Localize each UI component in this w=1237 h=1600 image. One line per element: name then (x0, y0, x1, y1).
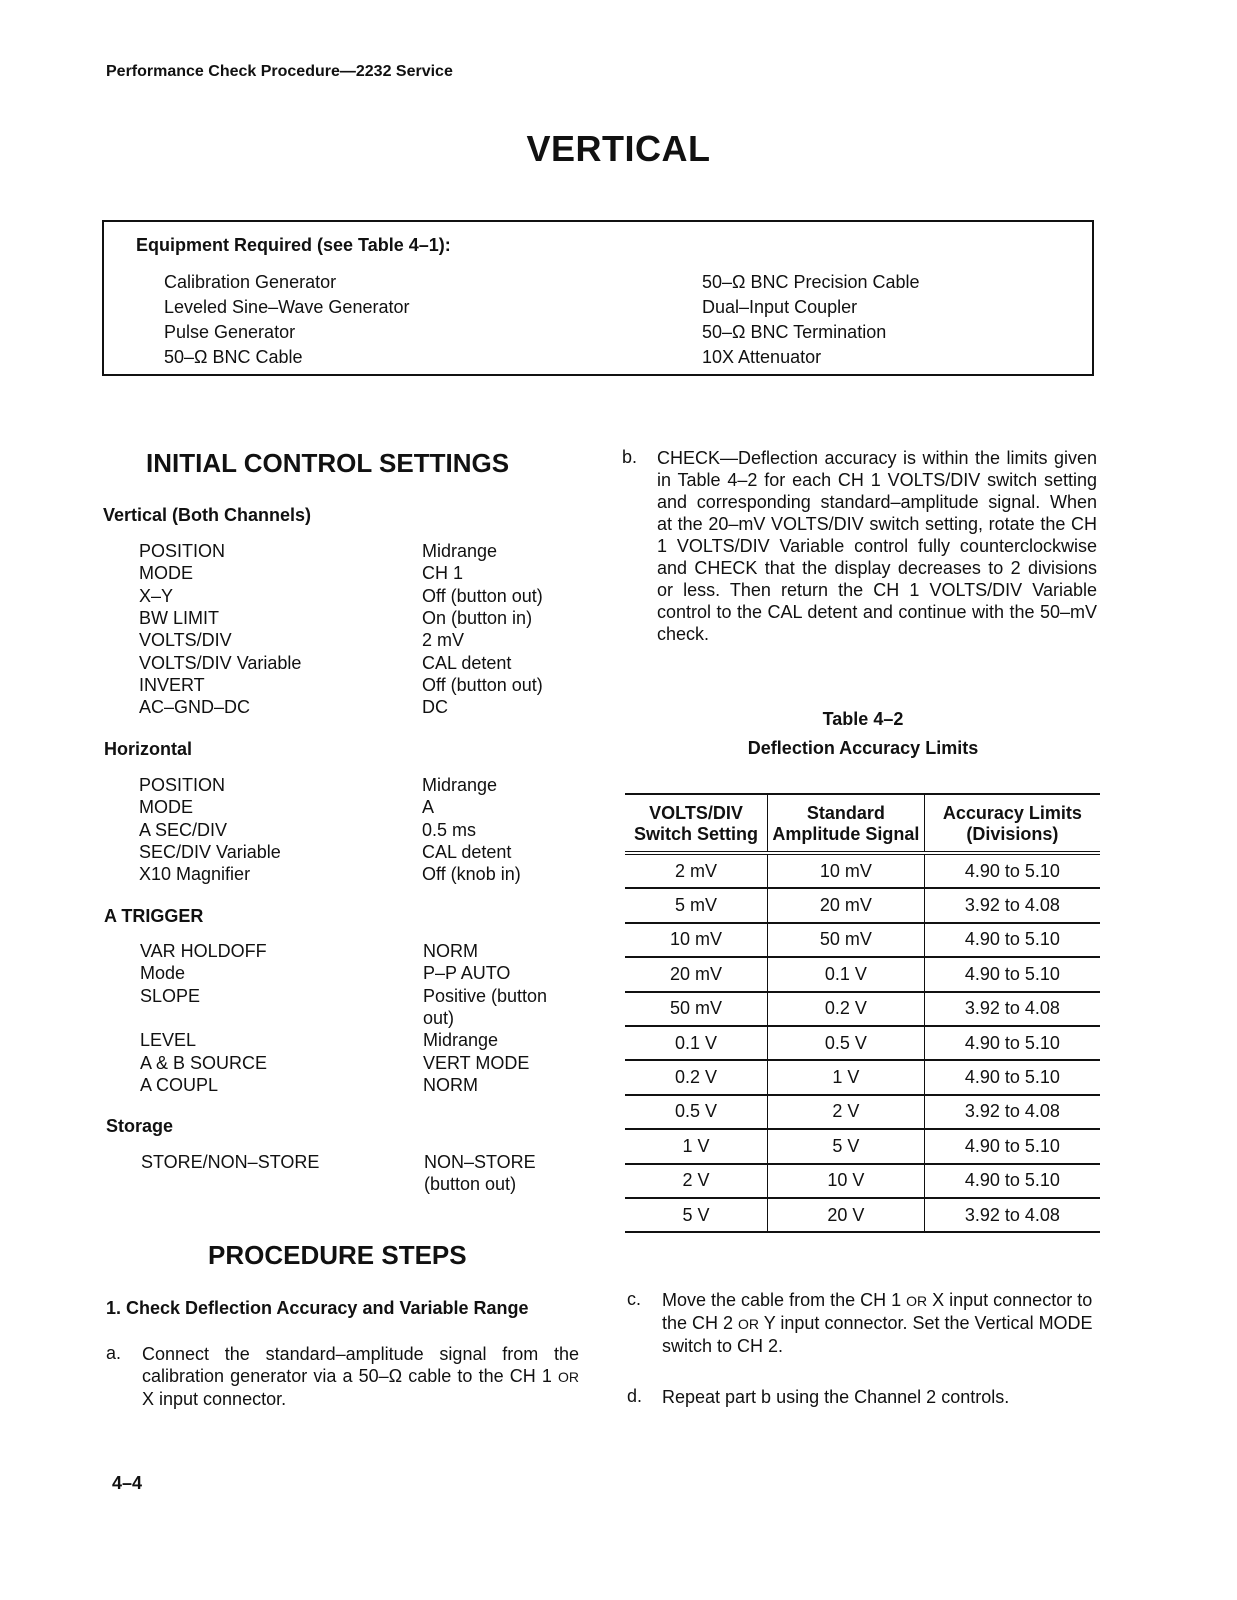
deflection-accuracy-table (625, 793, 1100, 1233)
setting-name: SLOPE (140, 985, 201, 1006)
equipment-item: 10X Attenuator (702, 347, 822, 367)
step-letter: b. (622, 447, 638, 467)
table-cell: 2 V (682, 1170, 710, 1191)
table-cell: 4.90 to 5.10 (924, 853, 1100, 888)
horizontal-settings (139, 774, 589, 889)
table-cell: 0.2 V (674, 1067, 718, 1088)
setting-value: VERT MODE (423, 1052, 530, 1073)
table-cell: 4.90 to 5.10 (924, 923, 1100, 957)
setting-value: Midrange (422, 541, 498, 561)
setting-value: A (422, 797, 435, 818)
text-run: X input connector to the CH 2 (662, 1290, 1093, 1333)
table-cell: 5 mV (674, 895, 717, 916)
setting-value: CH 1 (422, 563, 464, 584)
table-cell: 5 V (768, 1129, 925, 1163)
table-row (625, 1164, 1100, 1198)
initial-settings-title: INITIAL CONTROL SETTINGS (146, 448, 510, 478)
step-b-text: CHECK—Deflection accuracy is within the limits given in Table 4–2 for each CH 1 VOLTS/DIV switch setting and corresponding standard–amplitude signal. When at the 20–mV VOLTS/DIV switch setting, rotate the CH 1 VOLTS/DIV Variable control fully counterclockwise and CHECK that the display decreases to 2 divisions or less. Then return the CH 1 VOLTS/DIV Variable control to the CAL detent and continue with the 50–mV check. (657, 448, 1097, 644)
storage-settings (141, 1151, 591, 1201)
setting-value: Midrange (422, 775, 498, 795)
equipment-list-right (702, 270, 920, 370)
table-cell: 0.5 V (768, 1026, 925, 1060)
setting-name: A COUPL (140, 1074, 219, 1095)
table-cell: 3.92 to 4.08 (924, 1198, 1100, 1232)
setting-value: CAL detent (422, 652, 512, 673)
setting-value: Off (knob in) (422, 864, 521, 885)
or-smallcaps: OR (906, 1293, 928, 1309)
table-row (625, 1095, 1100, 1129)
table-cell: 0.1 V (674, 1032, 718, 1053)
table-cell: 3.92 to 4.08 (924, 1095, 1100, 1129)
setting-name: LEVEL (140, 1030, 197, 1051)
setting-name: POSITION (139, 541, 226, 561)
setting-name: POSITION (139, 775, 226, 795)
setting-name: SEC/DIV Variable (139, 841, 281, 862)
setting-name: Mode (140, 963, 186, 984)
table-cell: 20 V (768, 1198, 925, 1232)
table-row (625, 853, 1100, 888)
equipment-item: Calibration Generator (164, 272, 337, 292)
text-run: Y input connector. Set the Vertical MODE switch to CH 2. (662, 1313, 1093, 1356)
setting-value: CAL detent (422, 841, 512, 862)
table-cell: 4.90 to 5.10 (924, 1129, 1100, 1163)
table-cell: 3.92 to 4.08 (924, 992, 1100, 1026)
page-number: 4–4 (112, 1473, 143, 1493)
table-cell: 4.90 to 5.10 (924, 1164, 1100, 1198)
storage-heading: Storage (106, 1116, 174, 1136)
table-row (625, 1198, 1100, 1232)
page-title: VERTICAL (526, 128, 711, 169)
step-c-text (662, 1289, 1102, 1357)
setting-value: P–P AUTO (423, 963, 511, 984)
equipment-heading: Equipment Required (see Table 4–1): (136, 235, 451, 255)
or-smallcaps: OR (738, 1316, 760, 1332)
horizontal-heading: Horizontal (104, 739, 192, 759)
text-run: Move the cable from the CH 1 (662, 1290, 907, 1310)
table-row (625, 957, 1100, 991)
table-cell: 0.5 V (674, 1101, 718, 1122)
a-trigger-settings (140, 940, 590, 1100)
table-number: Table 4–2 (822, 709, 904, 729)
step-letter: a. (106, 1343, 122, 1363)
table-cell: 0.1 V (768, 957, 925, 991)
equipment-list-left (164, 270, 409, 370)
table-cell: 4.90 to 5.10 (924, 957, 1100, 991)
setting-name: MODE (139, 797, 193, 818)
table-cell: 0.2 V (768, 992, 925, 1026)
or-smallcaps: OR (558, 1369, 579, 1385)
setting-name: A & B SOURCE (140, 1052, 268, 1073)
step-d-text: Repeat part b using the Channel 2 controls. (662, 1387, 1010, 1407)
table-cell: 1 V (682, 1135, 710, 1156)
setting-name: VAR HOLDOFF (140, 941, 267, 961)
setting-name: MODE (139, 563, 193, 584)
setting-value: DC (422, 697, 448, 718)
column-header: VOLTS/DIV Switch Setting (633, 803, 758, 844)
table-cell: 10 V (768, 1164, 925, 1198)
running-head: Performance Check Procedure—2232 Service (106, 63, 453, 80)
setting-value: 2 mV (422, 630, 465, 651)
table-row (625, 888, 1100, 922)
table-cell: 10 mV (669, 929, 723, 950)
equipment-item: 50–Ω BNC Termination (702, 322, 887, 342)
setting-value: Off (button out) (422, 674, 543, 695)
setting-name: BW LIMIT (139, 607, 219, 628)
table-row (625, 992, 1100, 1026)
column-header: Accuracy Limits (Divisions) (924, 794, 1100, 853)
step-letter: c. (627, 1289, 642, 1309)
table-row (625, 1060, 1100, 1094)
table-row (625, 1129, 1100, 1163)
step-letter: d. (627, 1386, 643, 1406)
setting-value: 0.5 ms (422, 819, 477, 840)
equipment-item: Dual–Input Coupler (702, 297, 858, 317)
setting-value: NORM (423, 941, 478, 961)
equipment-item: 50–Ω BNC Cable (164, 347, 303, 367)
step-a-text (142, 1343, 579, 1410)
table-cell: 50 mV (669, 998, 723, 1019)
setting-value: NORM (423, 1074, 478, 1095)
setting-name: INVERT (139, 674, 205, 695)
setting-name: X–Y (139, 585, 174, 606)
setting-value: NON–STORE (button out) (424, 1152, 536, 1194)
setting-name: X10 Magnifier (139, 864, 251, 885)
equipment-item: Leveled Sine–Wave Generator (164, 297, 410, 317)
table-cell: 4.90 to 5.10 (924, 1026, 1100, 1060)
table-caption (626, 705, 1100, 763)
equipment-item: Pulse Generator (164, 322, 296, 342)
setting-name: STORE/NON–STORE (141, 1152, 320, 1172)
table-cell: 5 V (682, 1204, 710, 1225)
table-title: Deflection Accuracy Limits (747, 738, 979, 758)
setting-name: A SEC/DIV (139, 819, 228, 840)
setting-name: VOLTS/DIV Variable (139, 652, 302, 673)
table-cell: 2 V (768, 1095, 925, 1129)
setting-value: On (button in) (422, 607, 533, 628)
text-run: Connect the standard–amplitude signal from the calibration generator via a 50–Ω cable to the CH 1 (142, 1344, 579, 1386)
vertical-heading: Vertical (Both Channels) (103, 505, 312, 525)
a-trigger-heading: A TRIGGER (104, 906, 204, 926)
equipment-item: 50–Ω BNC Precision Cable (702, 272, 920, 292)
equipment-box (102, 220, 1094, 376)
procedure-title: PROCEDURE STEPS (208, 1240, 467, 1270)
text-run: X input connector. (142, 1389, 287, 1409)
step-1-heading: 1. Check Deflection Accuracy and Variable Range (106, 1298, 529, 1318)
table-header-row (625, 794, 1100, 853)
table-cell: 50 mV (768, 923, 925, 957)
table-cell: 10 mV (768, 853, 925, 888)
table-cell: 1 V (768, 1060, 925, 1094)
table-cell: 20 mV (768, 888, 925, 922)
setting-value: Positive (button out) (423, 985, 548, 1028)
table-cell: 20 mV (669, 963, 723, 984)
setting-value: Midrange (423, 1030, 499, 1051)
setting-name: VOLTS/DIV (139, 630, 232, 651)
vertical-settings (139, 540, 589, 720)
table-row (625, 1026, 1100, 1060)
table-row (625, 923, 1100, 957)
table-cell: 2 mV (674, 860, 717, 881)
column-header: Standard Amplitude Signal (768, 794, 925, 853)
setting-value: Off (button out) (422, 585, 543, 606)
setting-name: AC–GND–DC (139, 697, 251, 718)
table-cell: 3.92 to 4.08 (924, 888, 1100, 922)
table-cell: 4.90 to 5.10 (924, 1060, 1100, 1094)
